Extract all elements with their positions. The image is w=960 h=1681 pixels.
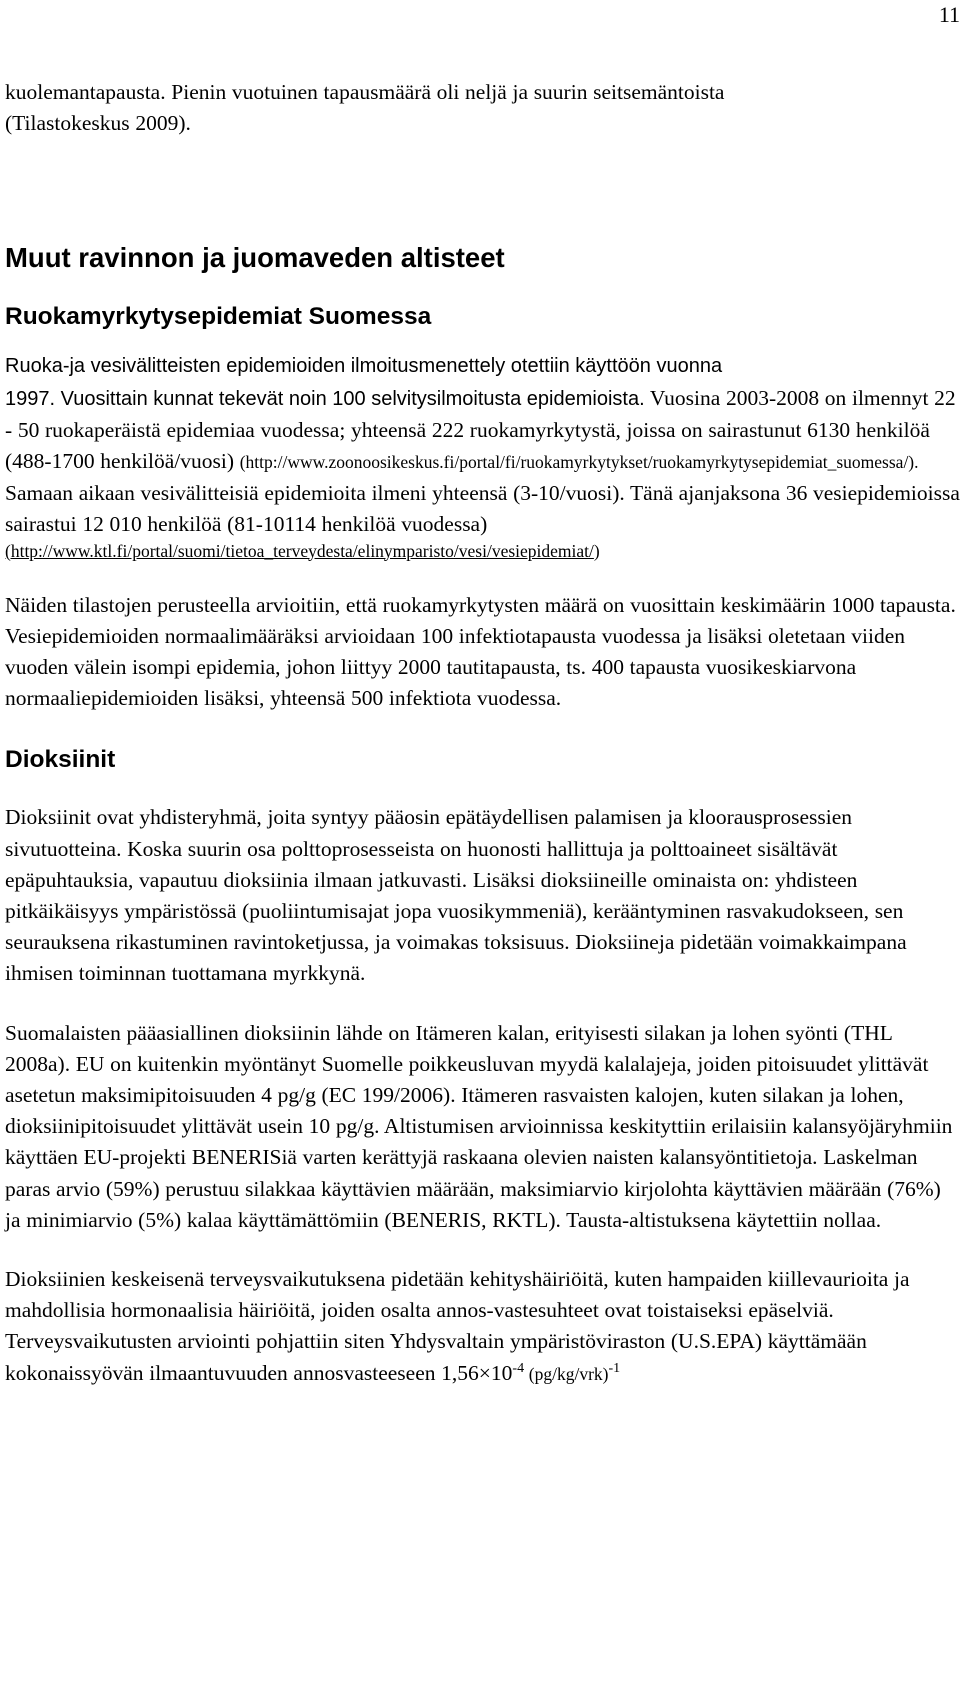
paragraph-text: Samaan aikaan vesivälitteisiä epidemioita ilmeni yhteensä (3-10/vuosi). Tänä ajanjaksona 36 vesiepidemioissa sairastui 12 010 henkilöä (81-10114 henkilöä vuodessa) — [5, 481, 960, 537]
link-close: ) — [593, 540, 600, 561]
paragraph: Näiden tilastojen perusteella arvioitiin, että ruokamyrkytysten määrä on vuosittain keskimäärin 1000 tapausta. Vesiepidemioiden normaalimääräksi arvioidaan 100 infektiotapausta vuodessa ja lisäksi oletetaan viiden vuoden välein isompi epidemia, johon liittyy 2000 tautitapausta, ts. 400 tapausta vuosikeskiarvona normaaliepidemioiden lisäksi, yhteensä 500 infektiota vuodessa. — [5, 592, 956, 711]
paragraph — [5, 1264, 960, 1390]
source-url: (http://www.zoonoosikeskus.fi/portal/fi/ruokamyrkytykset/ruokamyrkytysepidemiat_suomessa/). — [239, 452, 919, 473]
spacer — [5, 1236, 960, 1264]
section-subtitle: Ruokamyrkytysepidemiat Suomessa — [5, 303, 432, 331]
spacer — [5, 562, 960, 590]
document-body — [5, 77, 960, 1390]
paragraph-line: Ruoka-ja vesivälitteisten epidemioiden ilmoitusmenettely otettiin käyttöön vuonna — [5, 355, 723, 378]
spacer — [5, 139, 960, 241]
paragraph — [5, 351, 960, 561]
section-title: Dioksiinit — [5, 746, 116, 774]
page-number: 11 — [938, 2, 960, 27]
intro-line: (Tilastokeskus 2009). — [5, 111, 191, 136]
paragraph-text: Dioksiinien keskeisenä terveysvaikutuksena pidetään kehityshäiriöitä, kuten hampaiden kiillevaurioita ja mahdollisia hormonaalisia häiriöitä, joiden osalta annos-vastesuhteet ovat toistaiseksi epäselviä. Terveysvaikutusten arviointi pohjattiin siten Yhdysvaltain ympäristöviraston (U.S.EPA) käyttämään kokonaissyövän ilmaantuvuuden annosvasteeseen 1,56×10 — [5, 1267, 910, 1385]
paragraph: Suomalaisten pääasiallinen dioksiinin lähde on Itämeren kalan, erityisesti silakan ja lohen syönti (THL 2008a). EU on kuitenkin myöntänyt Suomelle poikkeusluvan myydä kalalajeja, joiden pitoisuudet ylittävät asetetun maksimipitoisuuden 4 pg/g (EC 199/2006). Itämeren rasvaisten kalojen, kuten silakan ja lohen, dioksiinipitoisuudet ylittävät usein 10 pg/g. Altistumisen arvioinnissa keskityttiin erilaisiin kalansyöjäryhmiin käyttäen EU-projekti BENERISiä varten kerättyjä raskaana olevien naisten kalansyöntitietoja. Laskelman paras arvio (59%) perustuu silakkaa käyttävien määrään, maksimiarvio kirjolohta käyttävien määrään (76%) ja minimiarvio (5%) kalaa käyttämättömiin (BENERIS, RKTL). Tausta-altistuksena käytettiin nollaa. — [5, 1020, 953, 1232]
spacer — [5, 714, 960, 744]
spacer — [5, 990, 960, 1018]
paragraph-text: Vuosina 2003-2008 on ilmennyt 22 - 50 ruokaperäistä epidemiaa vuodessa; yhteensä 222 ruokamyrkytystä, joissa on sairastunut 6130 henkilöä (488-1700 henkilöä/vuosi) — [5, 385, 956, 474]
source-link[interactable]: (http://www.ktl.fi/portal/suomi/tietoa_terveydesta/elinymparisto/vesi/vesiepidemiat/ — [5, 540, 594, 561]
spacer — [5, 333, 960, 351]
exponent: -1 — [608, 1360, 621, 1376]
paragraph-line: 1997. Vuosittain kunnat tekevät noin 100 selvitysilmoitusta epidemioista. — [5, 387, 645, 410]
exponent: -4 — [512, 1360, 525, 1376]
section-title: Muut ravinnon ja juomaveden altisteet — [5, 242, 505, 274]
spacer — [5, 776, 960, 802]
paragraph: Dioksiinit ovat yhdisteryhmä, joita syntyy pääosin epätäydellisen palamisen ja kloorausprosessien sivutuotteina. Koska suurin osa polttoprosesseista on huonosti hallittuja ja polttoaineet sisältävät epäpuhtauksia, vapautuu dioksiinia ilmaan jatkuvasti. Lisäksi dioksiineille ominaista on: yhdisteen pitkäikäisyys ympäristössä (puoliintumisajat jopa vuosikymmeniä), kerääntyminen rasvakudokseen, sen seurauksena rikastuminen ravintoketjussa, ja voimakas toksisuus. Dioksiineja pidetään voimakkaimpana ihmisen toiminnan tuottamana myrkkynä. — [5, 805, 907, 986]
spacer — [5, 275, 960, 301]
unit: (pg/kg/vrk) — [524, 1363, 609, 1384]
intro-line: kuolemantapausta. Pienin vuotuinen tapausmäärä oli neljä ja suurin seitsemäntoista — [5, 80, 725, 104]
